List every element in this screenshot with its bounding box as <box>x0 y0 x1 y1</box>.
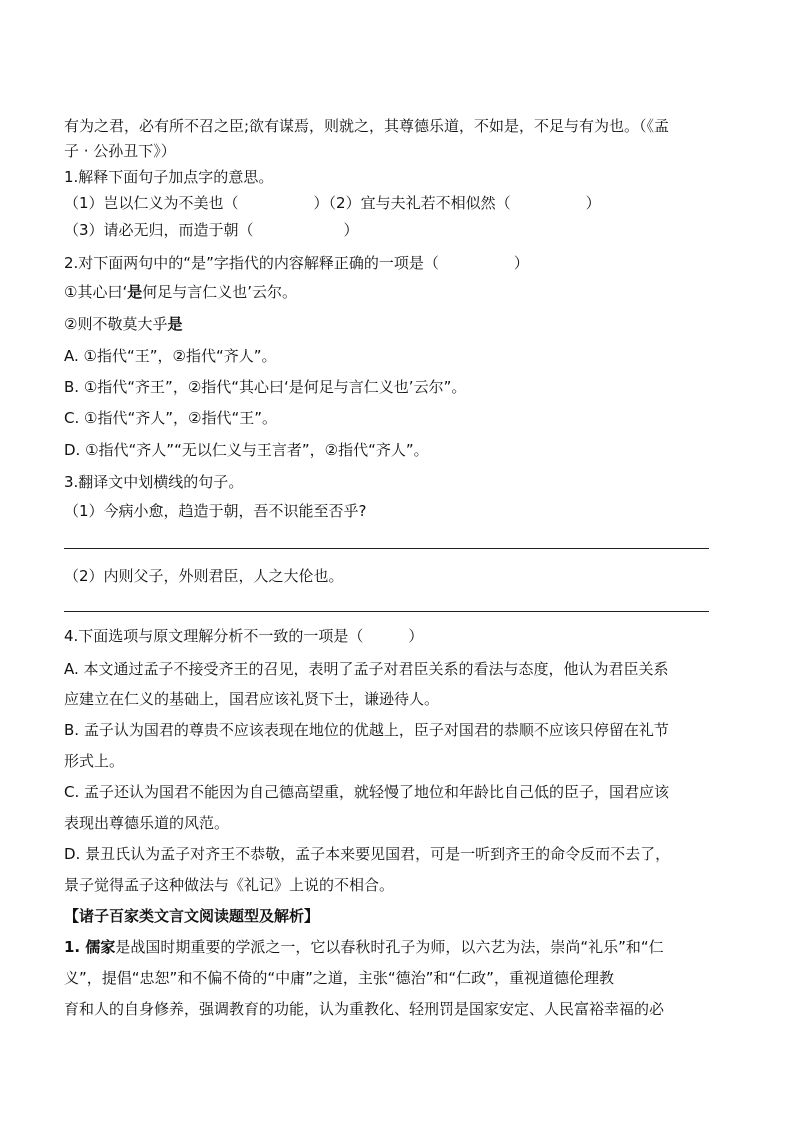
q3-sentence-2: （2）内则父子，外则君臣，人之大伦也。 <box>64 567 344 585</box>
passage-line-1: 有为之君，必有所不召之臣;欲有谋焉，则就之，其尊德乐道，不如是，不足与有为也。（《孟 <box>64 117 670 135</box>
q2-option-b: B. ①指代“齐王”，②指代“其心曰‘是何足与言仁义也’云尔”。 <box>64 378 467 396</box>
passage-line-2: 子 · 公孙丑下》） <box>64 142 176 160</box>
q2-option-a: A. ①指代“王”，②指代“齐人”。 <box>64 347 277 365</box>
q2-sentence-1 <box>64 281 297 303</box>
q4-option-d-line-1: D. 景丑氏认为孟子对齐王不恭敬，孟子本来要见国君，可是一听到齐王的命令反而不去了， <box>64 845 671 863</box>
q3-sentence-1: （1）今病小愈，趋造于朝，吾不识能至否乎? <box>64 502 367 520</box>
q2-option-d: D. ①指代“齐人”“无以仁义与王言者”，②指代“齐人”。 <box>64 441 429 459</box>
q4-option-c-line-1: C. 孟子还认为国君不能因为自己德高望重，就轻慢了地位和年龄比自己低的臣子，国君应该 <box>64 783 670 801</box>
q4-option-a-line-2: 应建立在仁义的基础上，国君应该礼贤下士，谦逊待人。 <box>64 690 440 708</box>
q2-sentence-2 <box>64 313 182 335</box>
section-p1-bold: 1. 儒家 <box>64 938 116 956</box>
q4-option-b-line-1: B. 孟子认为国君的尊贵不应该表现在地位的优越上，臣子对国君的恭顺不应该只停留在礼节 <box>64 721 669 739</box>
q4-option-b-line-2: 形式上。 <box>64 752 125 770</box>
section-title: 【诸子百家类文言文阅读题型及解析】 <box>64 907 320 925</box>
q1-stem: 1.解释下面句子加点字的意思。 <box>64 168 274 186</box>
answer-line-1 <box>64 548 709 549</box>
section-p1-text: 是战国时期重要的学派之一，它以春秋时孔子为师，以六艺为法，崇尚“礼乐”和“仁 <box>115 938 664 956</box>
q2-option-c: C. ①指代“齐人”，②指代“王”。 <box>64 409 277 427</box>
q3-stem: 3.翻译文中划横线的句子。 <box>64 473 244 491</box>
q2-stem: 2.对下面两句中的“是”字指代的内容解释正确的一项是（ ） <box>64 254 529 272</box>
q1-row-1: （1）岂以仁义为不美也（ ）（2）宜与夫礼若不相似然（ ） <box>64 194 601 212</box>
q2-s1-bold: 是 <box>127 283 143 301</box>
q4-option-c-line-2: 表现出尊德乐道的风范。 <box>64 814 230 832</box>
q4-option-a-line-1: A. 本文通过孟子不接受齐王的召见，表明了孟子对君臣关系的看法与态度，他认为君臣关系 <box>64 660 669 678</box>
answer-line-2 <box>64 611 709 612</box>
section-paragraph-line-1 <box>64 936 664 958</box>
q2-s2-prefix: ②则不敬莫大乎 <box>64 315 168 333</box>
q4-option-d-line-2: 景子觉得孟子这种做法与《礼记》上说的不相合。 <box>64 876 395 894</box>
q2-s2-bold: 是 <box>167 315 183 333</box>
q2-s1-prefix: ①其心曰‘ <box>64 283 128 301</box>
q1-row-2: （3）请必无归，而造于朝（ ） <box>64 221 359 239</box>
section-paragraph-line-3: 育和人的自身修养，强调教育的功能，认为重教化、轻刑罚是国家安定、人民富裕幸福的必 <box>64 1000 665 1018</box>
section-paragraph-line-2: 义”，提倡“忠恕”和不偏不倚的“中庸”之道，主张“德治”和“仁政”，重视道德伦理教 <box>64 969 614 987</box>
q2-s1-rest: 何足与言仁义也’云尔。 <box>142 283 298 301</box>
q4-stem: 4.下面选项与原文理解分析不一致的一项是（ ） <box>64 627 424 645</box>
